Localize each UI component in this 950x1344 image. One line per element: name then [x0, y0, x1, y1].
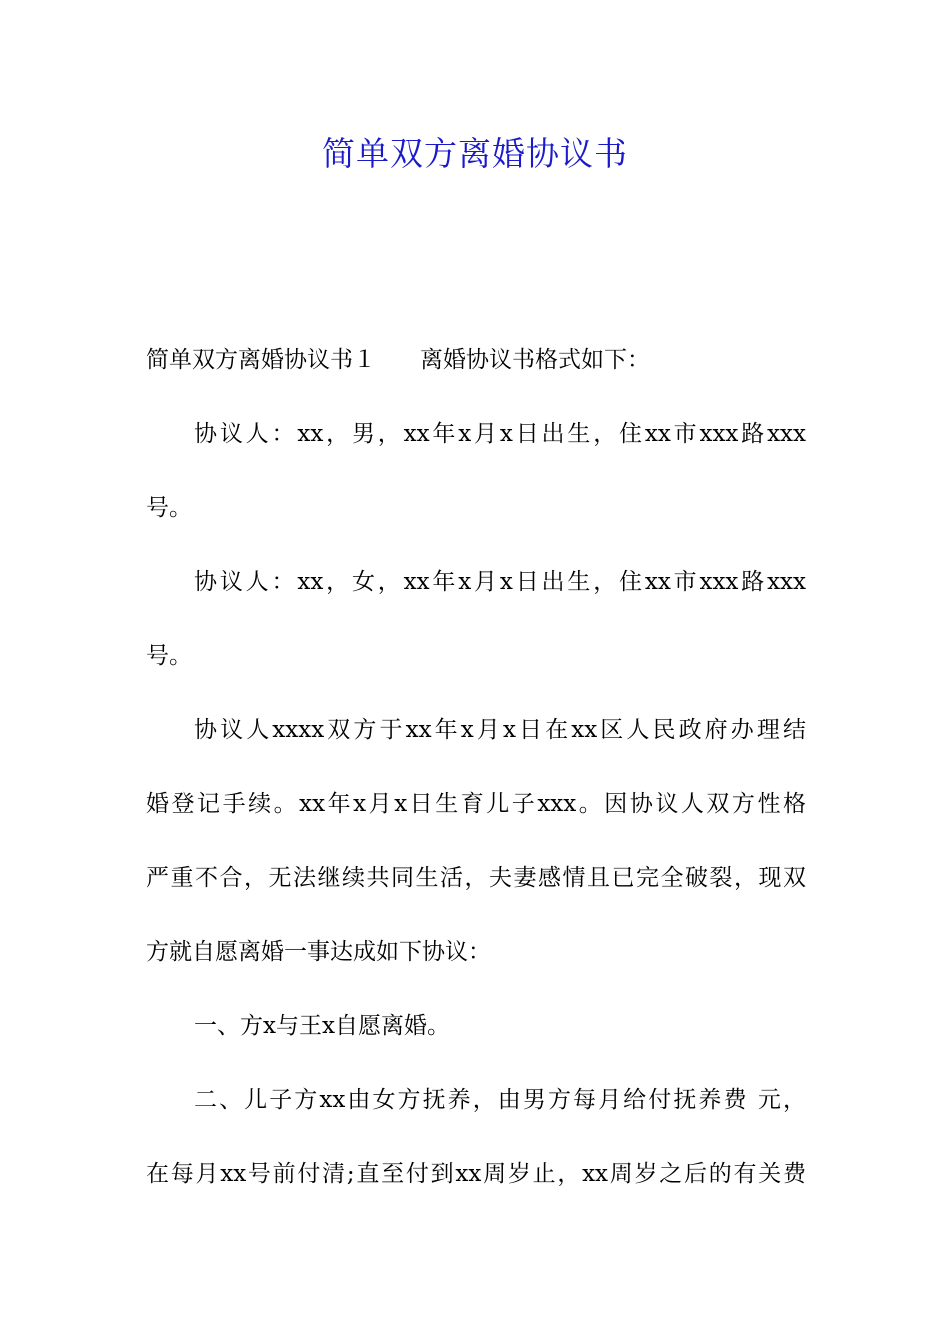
- paragraph-line-6: 协议人xxxx双方于xx年x月x日在xx区人民政府办理结: [194, 717, 806, 743]
- paragraph-line-10: 一、方x与王x自愿离婚。: [194, 1013, 450, 1039]
- document-title: 简单双方离婚协议书: [322, 134, 628, 173]
- paragraph-line-8: 严重不合，无法继续共同生活，夫妻感情且已完全破裂，现双: [146, 865, 806, 891]
- section-heading: 简单双方离婚协议书１: [146, 347, 376, 373]
- paragraph-line-5: 号。: [146, 643, 192, 669]
- paragraph-line-2: 协议人：xx，男，xx年x月x日出生，住xx市xxx路xxx: [194, 421, 806, 447]
- paragraph-line-1: [146, 336, 806, 410]
- paragraph-line-12: 在每月xx号前付清;直至付到xx周岁止，xx周岁之后的有关费: [146, 1161, 806, 1187]
- paragraph-line-7: 婚登记手续。xx年x月x日生育儿子xxx。因协议人双方性格: [146, 791, 806, 817]
- paragraph-line-9: 方就自愿离婚一事达成如下协议：: [146, 939, 491, 965]
- paragraph-line-3: 号。: [146, 495, 192, 521]
- paragraph-line-11: 二、儿子方xx由女方抚养，由男方每月给付抚养费 元，: [194, 1087, 806, 1113]
- document-body: [146, 336, 806, 1224]
- paragraph-line-4: 协议人：xx，女，xx年x月x日出生，住xx市xxx路xxx: [194, 569, 806, 595]
- format-intro: 离婚协议书格式如下：: [420, 347, 650, 373]
